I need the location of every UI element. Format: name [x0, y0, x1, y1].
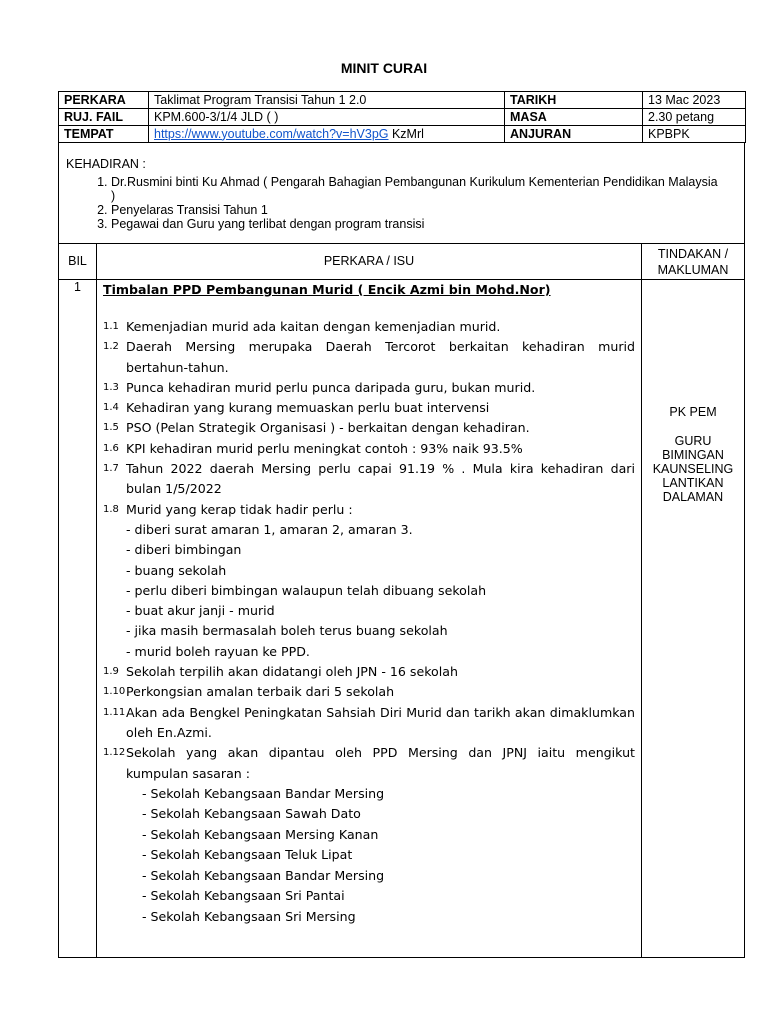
item-text: Tahun 2022 daerah Mersing perlu capai 91.19 % . Mula kira kehadiran dari bulan 1/5/2022	[126, 461, 635, 497]
sub-item: - perlu diberi bimbingan walaupun telah dibuang sekolah	[126, 582, 487, 598]
tarikh-label: TARIKH	[505, 92, 643, 109]
school-item: - Sekolah Kebangsaan Sri Mersing	[142, 908, 356, 924]
kehadiran-item: 3. Pegawai dan Guru yang terlibat dengan program transisi	[111, 217, 721, 231]
rujfail-value: KPM.600-3/1/4 JLD ( )	[149, 109, 505, 126]
tempat-label: TEMPAT	[59, 126, 149, 143]
item-number: 1.4	[103, 402, 119, 414]
school-item: - Sekolah Kebangsaan Bandar Mersing	[142, 785, 385, 801]
item-number: 1.2	[103, 341, 119, 353]
item-text: Kemenjadian murid ada kaitan dengan kemenjadian murid.	[126, 319, 501, 334]
row-divider	[59, 279, 744, 280]
list-item	[103, 317, 635, 337]
tindakan-guru-bimbingan: GURU BIMINGAN KAUNSELING LANTIKAN DALAMAN	[652, 434, 734, 504]
list-item	[103, 378, 635, 398]
item-number: 1.7	[103, 463, 119, 475]
row-number: 1	[74, 280, 81, 294]
item-number: 1.8	[103, 503, 119, 515]
item-text: Sekolah terpilih akan didatangi oleh JPN - 16 sekolah	[126, 664, 458, 680]
sub-item: - buang sekolah	[126, 562, 227, 578]
tarikh-value: 13 Mac 2023	[643, 92, 746, 109]
masa-value: 2.30 petang	[643, 109, 746, 126]
list-item	[103, 682, 635, 702]
item-text: Perkongsian amalan terbaik dari 5 sekolah	[126, 684, 395, 700]
list-item	[103, 418, 635, 438]
kehadiran-label: KEHADIRAN :	[66, 157, 146, 171]
item-text: Murid yang kerap tidak hadir perlu :	[126, 501, 353, 517]
list-item	[103, 398, 635, 418]
item-number: 1.9	[103, 666, 119, 678]
header-table	[58, 91, 746, 143]
anjuran-label: ANJURAN	[505, 126, 643, 143]
row-content	[103, 282, 635, 927]
perkara-label: PERKARA	[59, 92, 149, 109]
perkara-value: Taklimat Program Transisi Tahun 1 2.0	[149, 92, 505, 109]
item-number: 1.6	[103, 442, 119, 454]
document-title: MINIT CURAI	[340, 60, 428, 76]
sub-item: - diberi bimbingan	[126, 542, 242, 558]
kehadiran-section	[58, 143, 745, 244]
item-text: Punca kehadiran murid perlu punca daripada guru, bukan murid.	[126, 379, 536, 395]
item-text: Sekolah yang akan dipantau oleh PPD Mersing dan JPNJ iaitu mengikut kumpulan sasaran :	[126, 745, 635, 781]
kehadiran-item: 1. Dr.Rusmini binti Ku Ahmad ( Pengarah Bahagian Pembangunan Kurikulum Kementerian Pendidikan Malaysia )	[111, 175, 721, 203]
list-item	[103, 743, 635, 784]
rujfail-label: RUJ. FAIL	[59, 109, 149, 126]
list-item	[103, 500, 635, 520]
list-item	[103, 439, 635, 459]
item-number: 1.12	[103, 747, 126, 759]
item-text: PSO (Pelan Strategik Organisasi ) - berkaitan dengan kehadiran.	[126, 420, 530, 436]
kehadiran-list	[87, 175, 721, 231]
school-item: - Sekolah Kebangsaan Sawah Dato	[142, 806, 361, 822]
tindakan-pk-pem: PK PEM	[669, 405, 717, 419]
section-title: Timbalan PPD Pembangunan Murid ( Encik Azmi bin Mohd.Nor)	[103, 282, 551, 297]
list-item	[103, 662, 635, 682]
list-item	[103, 459, 635, 500]
item-number: 1.10	[103, 686, 126, 698]
column-divider	[96, 244, 97, 957]
sub-item: - buat akur janji - murid	[126, 603, 275, 619]
list-item	[103, 703, 635, 744]
school-item: - Sekolah Kebangsaan Mersing Kanan	[142, 826, 379, 842]
kehadiran-item: 2. Penyelaras Transisi Tahun 1	[111, 203, 721, 217]
header-perkara-isu: PERKARA / ISU	[323, 254, 415, 268]
item-text: Akan ada Bengkel Peningkatan Sahsiah Diri Murid dan tarikh akan dimaklumkan oleh En.Azmi.	[126, 704, 635, 740]
item-number: 1.5	[103, 422, 119, 434]
item-number: 1.1	[103, 321, 119, 332]
header-tindakan: TINDAKAN / MAKLUMAN	[657, 247, 729, 277]
sub-item: - murid boleh rayuan ke PPD.	[126, 643, 310, 659]
minutes-table	[58, 244, 745, 958]
item-text: Daerah Mersing merupaka Daerah Tercorot berkaitan kehadiran murid bertahun-tahun.	[126, 339, 635, 375]
column-divider	[641, 244, 642, 957]
item-number: 1.3	[103, 381, 119, 393]
school-item: - Sekolah Kebangsaan Bandar Mersing	[142, 867, 385, 883]
masa-label: MASA	[505, 109, 643, 126]
item-text: KPI kehadiran murid perlu meningkat contoh : 93% naik 93.5%	[126, 440, 523, 456]
sub-item: - diberi surat amaran 1, amaran 2, amaran 3.	[126, 521, 413, 537]
anjuran-value: KPBPK	[643, 126, 746, 143]
sub-item: - jika masih bermasalah boleh terus buang sekolah	[126, 623, 448, 639]
tempat-value	[149, 126, 505, 143]
tempat-suffix: KzMrl	[388, 126, 424, 141]
item-text: Kehadiran yang kurang memuaskan perlu buat intervensi	[126, 400, 490, 416]
tempat-link[interactable]: https://www.youtube.com/watch?v=hV3pG	[154, 126, 389, 141]
item-number: 1.11	[103, 706, 126, 718]
header-bil: BIL	[68, 254, 87, 268]
school-item: - Sekolah Kebangsaan Teluk Lipat	[142, 847, 353, 863]
school-item: - Sekolah Kebangsaan Sri Pantai	[142, 888, 345, 904]
list-item	[103, 337, 635, 378]
